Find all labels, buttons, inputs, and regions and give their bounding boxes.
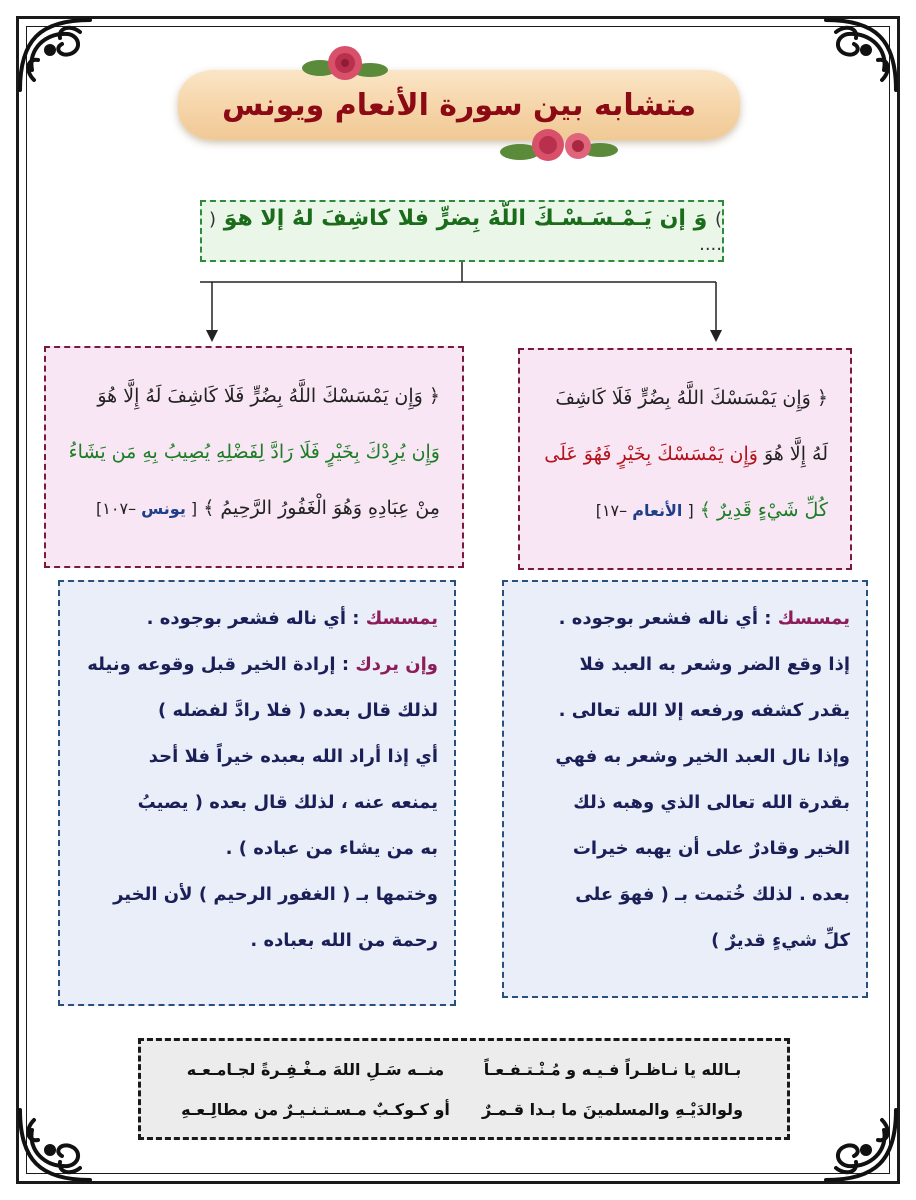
ayah-anam — [518, 348, 852, 570]
ayah-line: مِنْ عِبَادِهِ وَهُوَ الْغَفُورُ الرَّحِيمُ ﴾ [ يونس –١٠٧] — [96, 497, 440, 519]
corner-ornament-icon — [10, 1100, 100, 1190]
page-title: متشابه بين سورة الأنعام ويونس — [221, 87, 697, 123]
prayer-box — [138, 1038, 790, 1140]
explanation-yunus: يمسسك : أي ناله فشعر بوجوده . وإن يردك : إرادة الخير قبل وقوعه ونيله لذلك قال بعده ( فلا رادَّ لفضله ) أي إذا أراد الله بعبده خيراً فلا أحد يمنعه عنه ، لذلك قال بعده ( يصيبُ به من يشاء من عباده ) . وختمها بـ ( الغفور الرحيم ) لأن الخير رحمة من الله بعباده . — [58, 580, 456, 1006]
ayah-line: لَهُ إِلَّا هُوَ وَإِن يَمْسَسْكَ بِخَيْرٍ فَهُوَ عَلَى — [544, 443, 828, 465]
connector-arrows — [0, 0, 916, 360]
ayah-line: كُلِّ شَيْءٍ قَدِيرٌ ﴾ [ الأنعام –١٧] — [595, 499, 828, 521]
prayer-line: منــه سَـلِ اللهَ مـغْـفِـرةً لجـامـعـه — [186, 1059, 445, 1079]
prayer-line: بـالله يا نـاظـراً فـيـه و مُـنْـتـفـعـاً — [483, 1059, 742, 1079]
surah-name: الأنعام — [632, 501, 683, 520]
corner-ornament-icon — [816, 1100, 906, 1190]
prayer-line: ولوالدَيْـهِ والمسلمينَ ما بـدا قـمـرٌ — [481, 1099, 744, 1119]
verse-text: ) وَ إن يَـمْـسَـسْـكَ اللّهُ بِضرٍّ فلا كاشِفَ لهُ إلا هوَ ( .... — [209, 206, 722, 255]
ayah-yunus — [44, 346, 464, 568]
ayah-line: ﴿ وَإِن يَمْسَسْكَ اللَّهُ بِضُرٍّ فَلَا كَاشِفَ لَهُ إِلَّا هُوَ — [97, 385, 440, 407]
prayer-line: أو كـوكـبٌ مـسـتـنـيـرٌ من مطالِـعـهِ — [181, 1099, 450, 1119]
ayah-line: ﴿ وَإِن يَمْسَسْكَ اللَّهُ بِضُرٍّ فَلَا كَاشِفَ — [555, 387, 828, 409]
ayah-line: وَإِن يُرِدْكَ بِخَيْرٍ فَلَا رَادَّ لِفَضْلِهِ يُصِيبُ بِهِ مَن يَشَاءُ — [68, 441, 440, 463]
surah-name: يونس — [141, 499, 186, 518]
explanation-anam: يمسسك : أي ناله فشعر بوجوده . إذا وقع الضر وشعر به العبد فلا يقدر كشفه ورفعه إلا الله تعالى . وإذا نال العبد الخير وشعر به فهي بقدرة الله تعالى الذي وهبه ذلك الخير وقادرٌ على أن يهبه خيرات بعده . لذلك خُتمت بـ ( فهوَ على كلِّ شيءٍ قديرٌ ) — [502, 580, 868, 998]
